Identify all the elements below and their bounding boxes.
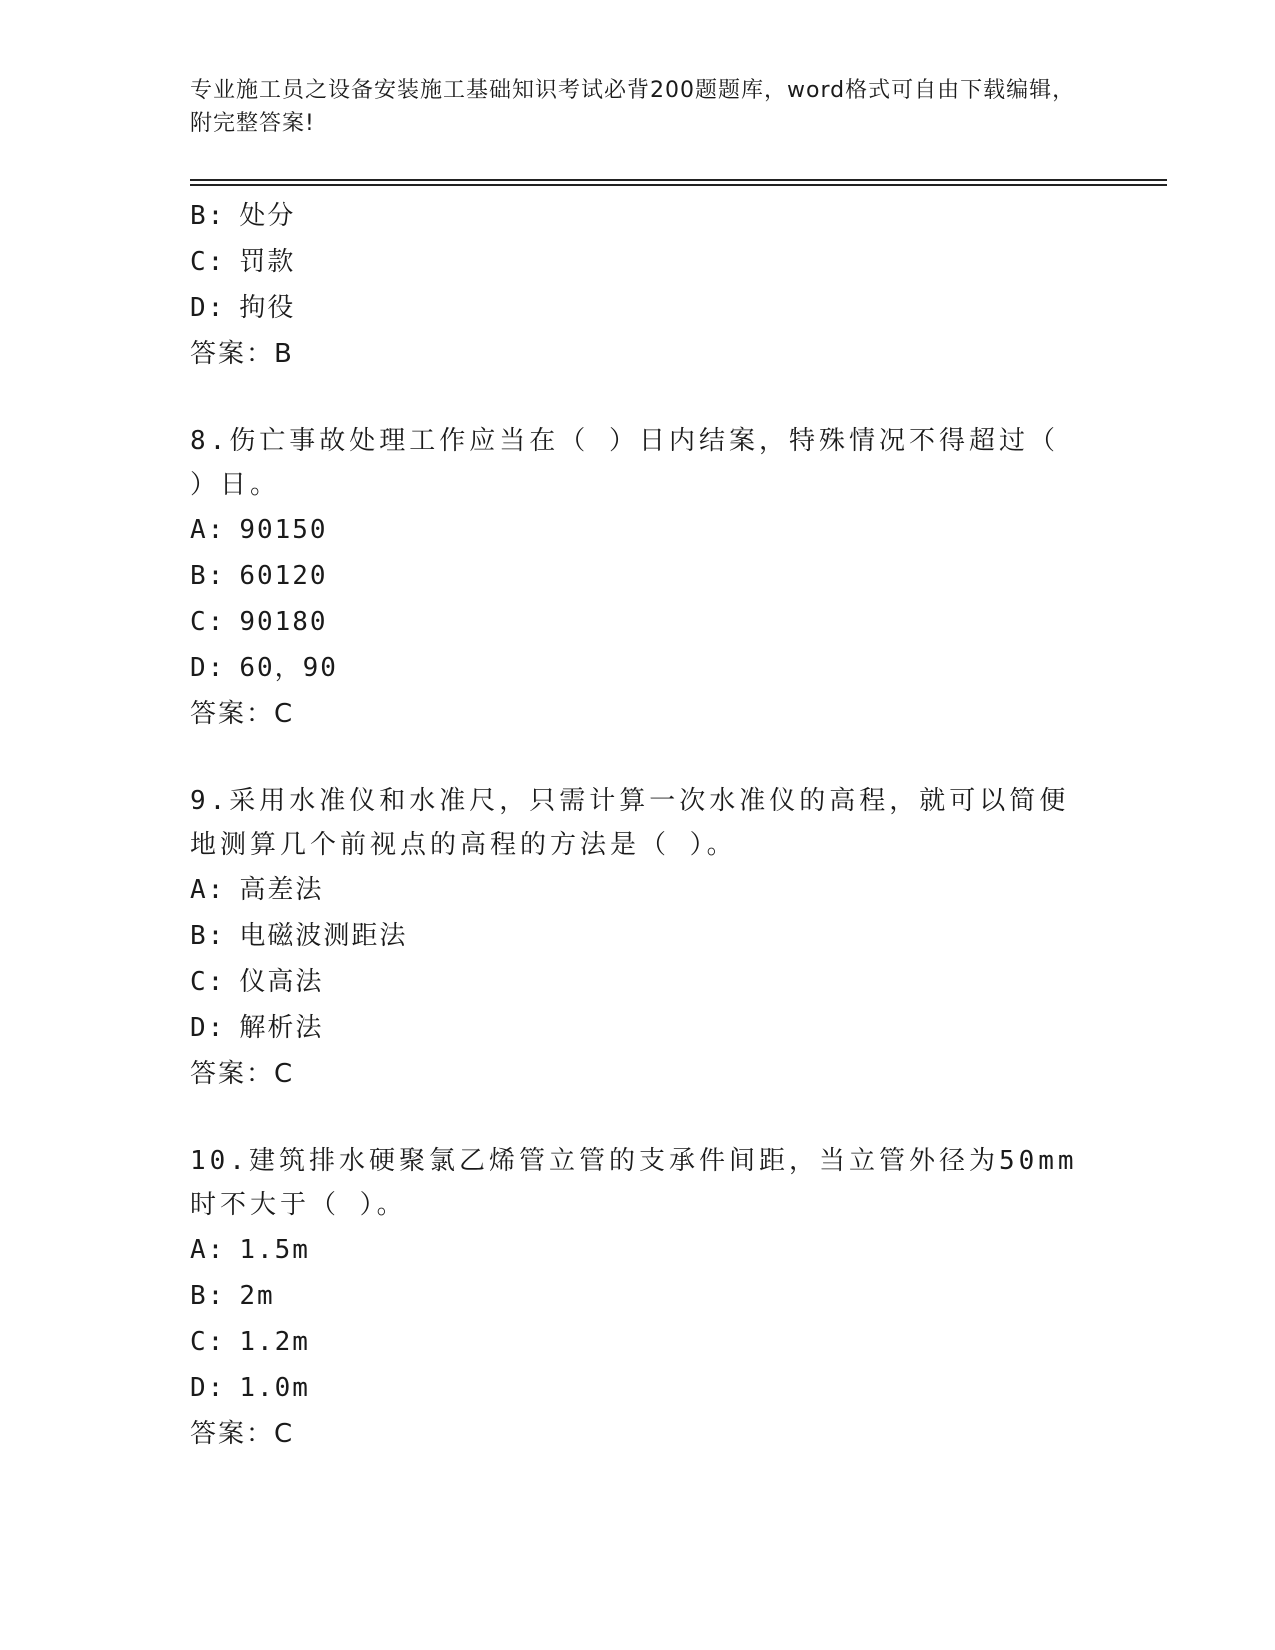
option-key: A: <box>190 515 226 545</box>
option-key: D: <box>190 1373 226 1403</box>
option-key: C: <box>190 1327 226 1357</box>
option-text: 1.5m <box>239 1235 310 1265</box>
answer-line: 答案：B <box>190 339 294 369</box>
option-text: 高差法 <box>239 875 324 905</box>
question-9 <box>190 779 1090 1097</box>
option-key: B: <box>190 1281 226 1311</box>
option-text: 拘役 <box>239 293 296 323</box>
option-a <box>190 1227 1090 1273</box>
option-d <box>190 645 1090 691</box>
option-b <box>190 193 1090 239</box>
option-text: 2m <box>239 1281 275 1311</box>
answer-line: 答案：C <box>190 699 295 729</box>
question-stem: 10.建筑排水硬聚氯乙烯管立管的支承件间距，当立管外径为50mm时不大于（ ）。 <box>190 1146 1078 1220</box>
option-key: D: <box>190 293 226 323</box>
option-text: 60120 <box>239 561 328 591</box>
option-text: 90150 <box>239 515 328 545</box>
option-b <box>190 913 1090 959</box>
option-d <box>190 1005 1090 1051</box>
option-key: A: <box>190 875 226 905</box>
option-c <box>190 1319 1090 1365</box>
option-c <box>190 239 1090 285</box>
previous-question-tail <box>190 193 1090 377</box>
option-c <box>190 599 1090 645</box>
option-d <box>190 1365 1090 1411</box>
option-key: B: <box>190 201 226 231</box>
option-key: C: <box>190 247 226 277</box>
answer-line: 答案：C <box>190 1419 295 1449</box>
option-key: A: <box>190 1235 226 1265</box>
option-key: D: <box>190 653 226 683</box>
question-list <box>190 193 1090 1457</box>
option-key: C: <box>190 607 226 637</box>
answer-line: 答案：C <box>190 1059 295 1089</box>
option-b <box>190 1273 1090 1319</box>
option-text: 电磁波测距法 <box>239 921 408 951</box>
option-key: C: <box>190 967 226 997</box>
question-stem: 9.采用水准仪和水准尺，只需计算一次水准仪的高程，就可以简便地测算几个前视点的高程的方法是（ ）。 <box>190 786 1070 860</box>
document-header: 专业施工员之设备安装施工基础知识考试必背200题题库，word格式可自由下载编辑，附完整答案! <box>190 78 1076 136</box>
option-text: 90180 <box>239 607 328 637</box>
header-divider-bottom <box>190 184 1167 186</box>
question-8 <box>190 419 1090 737</box>
option-key: B: <box>190 921 226 951</box>
option-text: 罚款 <box>239 247 296 277</box>
option-b <box>190 553 1090 599</box>
option-text: 处分 <box>239 201 296 231</box>
option-text: 解析法 <box>239 1013 324 1043</box>
header-divider-top <box>190 179 1167 181</box>
option-key: B: <box>190 561 226 591</box>
option-key: D: <box>190 1013 226 1043</box>
option-c <box>190 959 1090 1005</box>
option-text: 仪高法 <box>239 967 324 997</box>
option-text: 1.0m <box>239 1373 310 1403</box>
question-10 <box>190 1139 1090 1457</box>
question-stem: 8.伤亡事故处理工作应当在（ ）日内结案，特殊情况不得超过（ ）日。 <box>190 426 1059 500</box>
option-d <box>190 285 1090 331</box>
option-text: 60，90 <box>239 653 338 683</box>
option-a <box>190 867 1090 913</box>
option-a <box>190 507 1090 553</box>
option-text: 1.2m <box>239 1327 310 1357</box>
